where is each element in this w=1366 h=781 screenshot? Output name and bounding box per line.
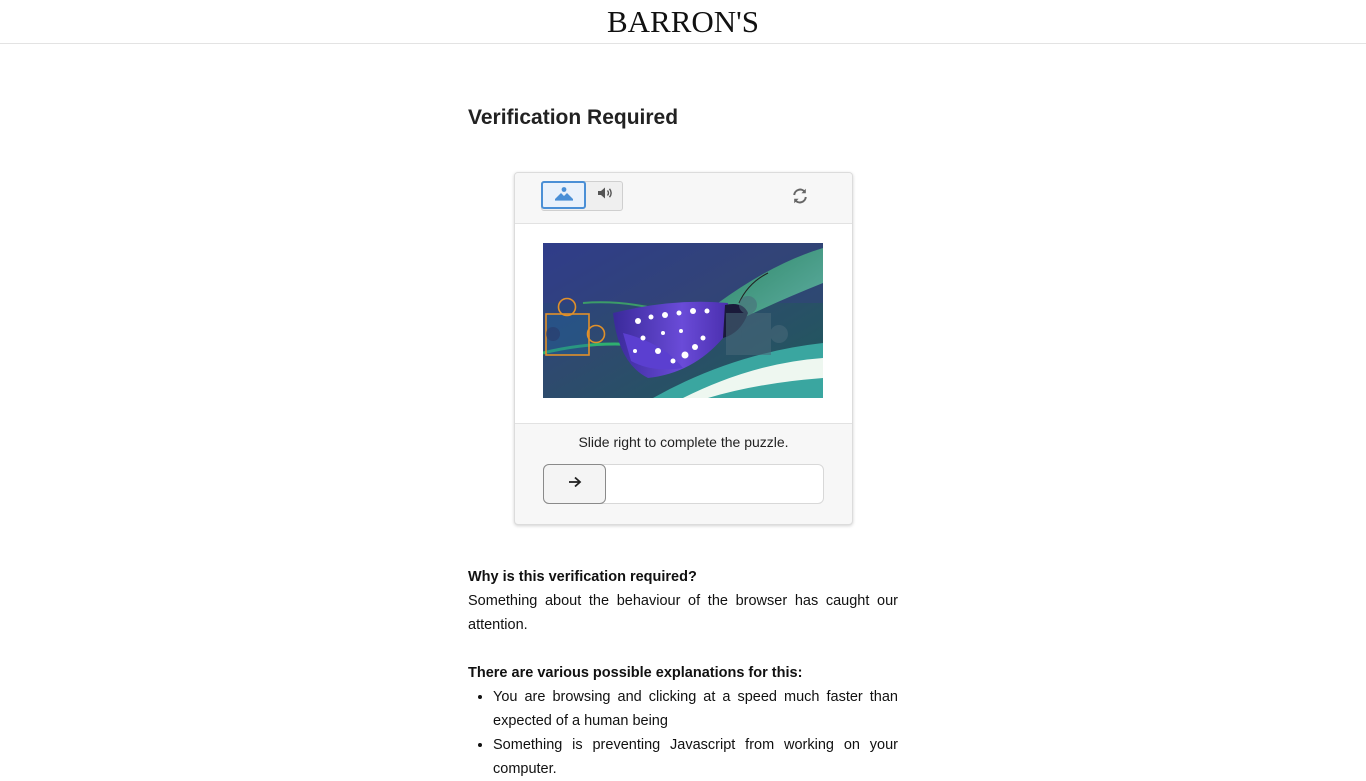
why-heading: Why is this verification required? [468, 569, 697, 585]
list-item: • You are browsing and clicking at a speed much faster than expected of a human being [493, 685, 898, 733]
image-icon [553, 185, 575, 206]
site-header [0, 0, 1366, 44]
captcha-toolbar [515, 173, 852, 224]
captcha-challenge-area [515, 224, 852, 424]
arrow-right-icon [568, 475, 582, 493]
refresh-icon [791, 187, 809, 210]
page-title: Verification Required [468, 106, 679, 129]
captcha-mode-switch [541, 181, 623, 211]
audio-challenge-button[interactable] [586, 181, 623, 209]
why-text: Something about the behaviour of the browser has caught our attention. [468, 593, 898, 633]
image-challenge-button[interactable] [541, 181, 586, 209]
list-item: • Something is preventing Javascript from working on your computer. [493, 733, 898, 781]
explanations-heading: There are various possible explanations for this: [468, 665, 803, 681]
verification-info [468, 565, 898, 781]
captcha-widget [514, 172, 853, 525]
captcha-instruction: Slide right to complete the puzzle. [578, 434, 789, 450]
slider-handle[interactable] [543, 464, 606, 504]
audio-icon [596, 186, 614, 205]
puzzle-image [543, 243, 823, 398]
refresh-button[interactable] [789, 187, 811, 209]
barrons-logo[interactable]: BARRON'S [606, 4, 760, 39]
explanations-list [468, 685, 898, 781]
